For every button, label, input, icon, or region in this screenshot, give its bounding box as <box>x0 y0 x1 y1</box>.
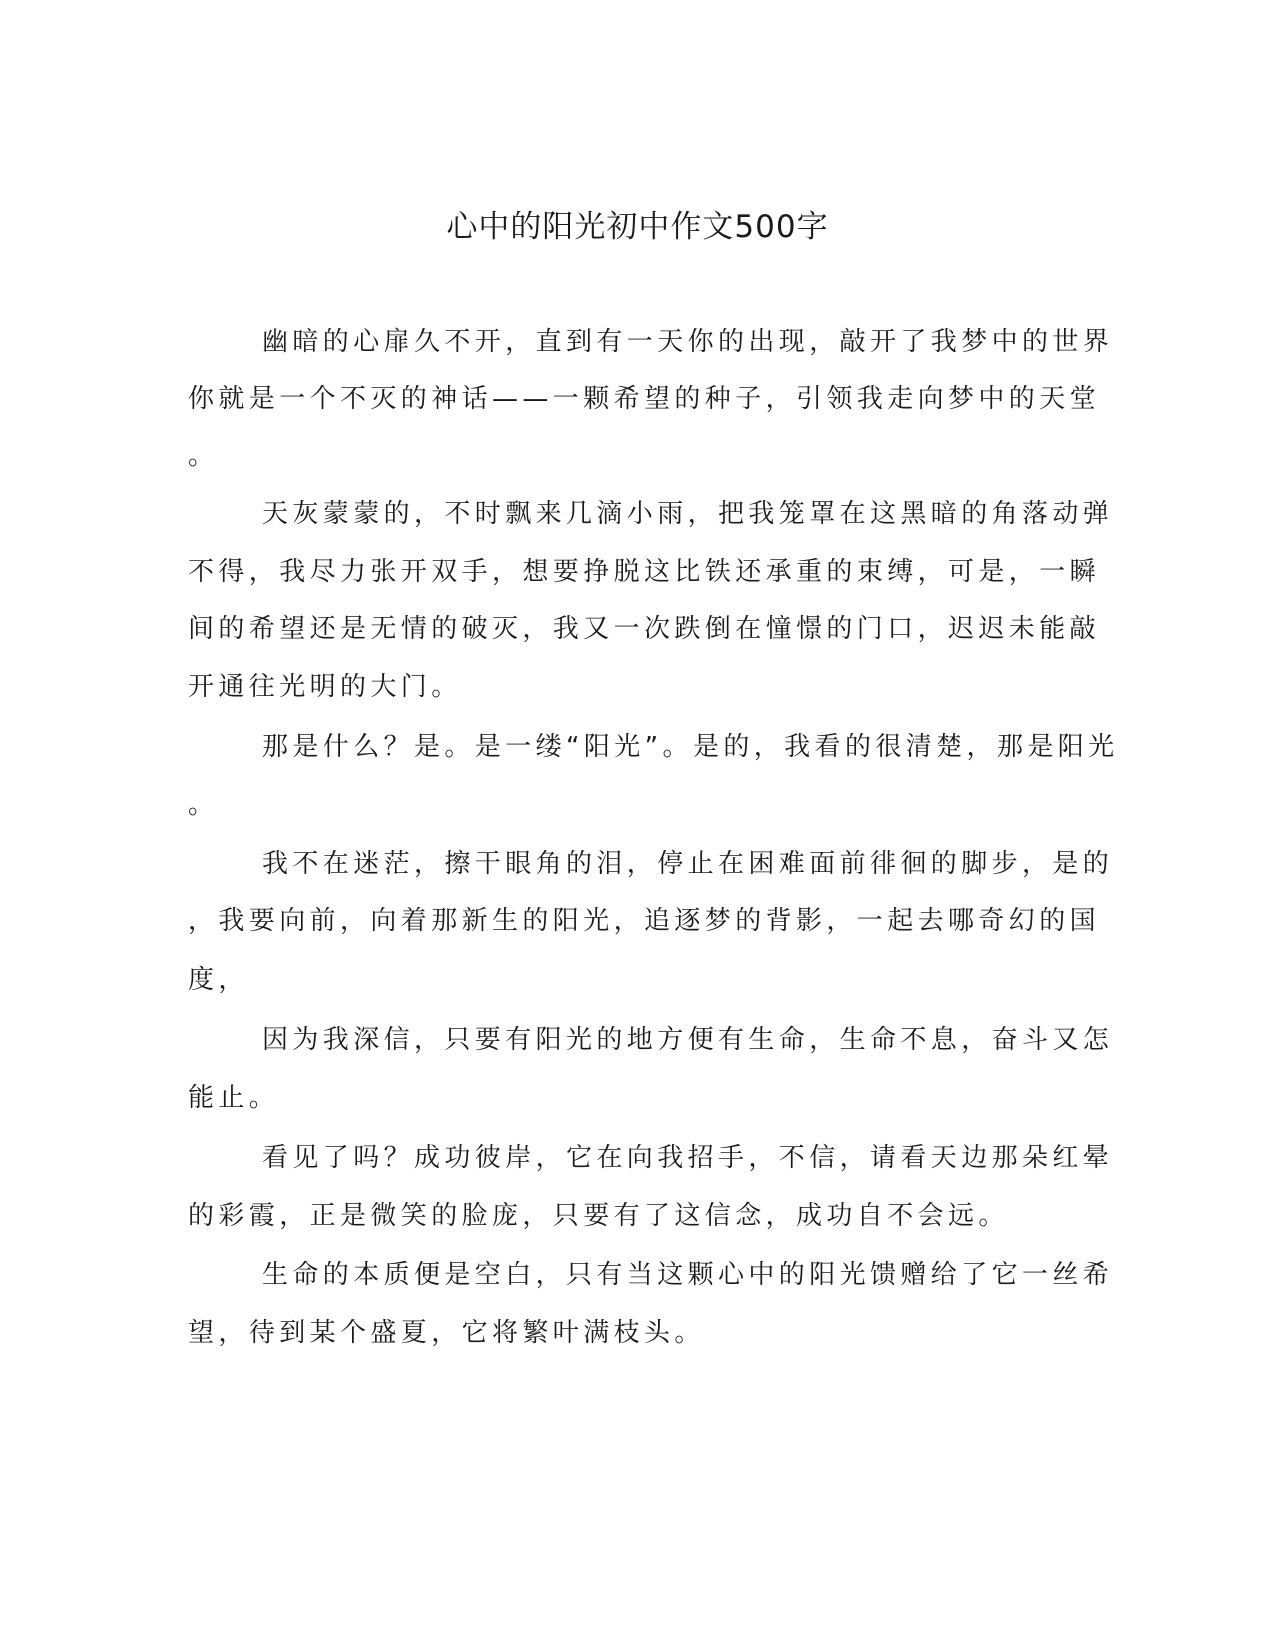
text-line: 能止。 <box>188 1083 280 1113</box>
document-title: 心中的阳光初中作文500字 <box>446 209 829 245</box>
text-line: 你就是一个不灭的神话——一颗希望的种子，引领我走向梦中的天堂 <box>188 384 1101 414</box>
text-line: 。 <box>188 790 219 820</box>
text-line: 生命的本质便是空白，只有当这颗心中的阳光馈赠给了它一丝希 <box>262 1260 1114 1290</box>
text-line: 看见了吗？成功彼岸，它在向我招手，不信，请看天边那朵红晕 <box>262 1143 1114 1173</box>
text-line: 我不在迷茫，擦干眼角的泪，停止在困难面前徘徊的脚步，是的 <box>262 849 1114 879</box>
text-line: 的彩霞，正是微笑的脸庞，只要有了这信念，成功自不会远。 <box>188 1201 1009 1231</box>
text-line: 望，待到某个盛夏，它将繁叶满枝头。 <box>188 1318 705 1348</box>
text-line: 度， <box>188 965 249 995</box>
text-line: 开通往光明的大门。 <box>188 672 462 702</box>
text-line: 间的希望还是无情的破灭，我又一次跌倒在憧憬的门口，迟迟未能敲 <box>188 614 1101 644</box>
text-line: 。 <box>188 441 219 471</box>
text-line: 那是什么？是。是一缕“阳光”。是的，我看的很清楚，那是阳光 <box>262 732 1119 762</box>
text-line: 不得，我尽力张开双手，想要挣脱这比铁还承重的束缚，可是，一瞬 <box>188 557 1101 587</box>
text-line: 幽暗的心扉久不开，直到有一天你的出现，敲开了我梦中的世界 <box>262 327 1114 357</box>
text-line: ，我要向前，向着那新生的阳光，追逐梦的背影，一起去哪奇幻的国 <box>188 906 1101 936</box>
text-line: 天灰蒙蒙的，不时飘来几滴小雨，把我笼罩在这黑暗的角落动弹 <box>262 499 1114 529</box>
text-line: 因为我深信，只要有阳光的地方便有生命，生命不息，奋斗又怎 <box>262 1025 1114 1055</box>
